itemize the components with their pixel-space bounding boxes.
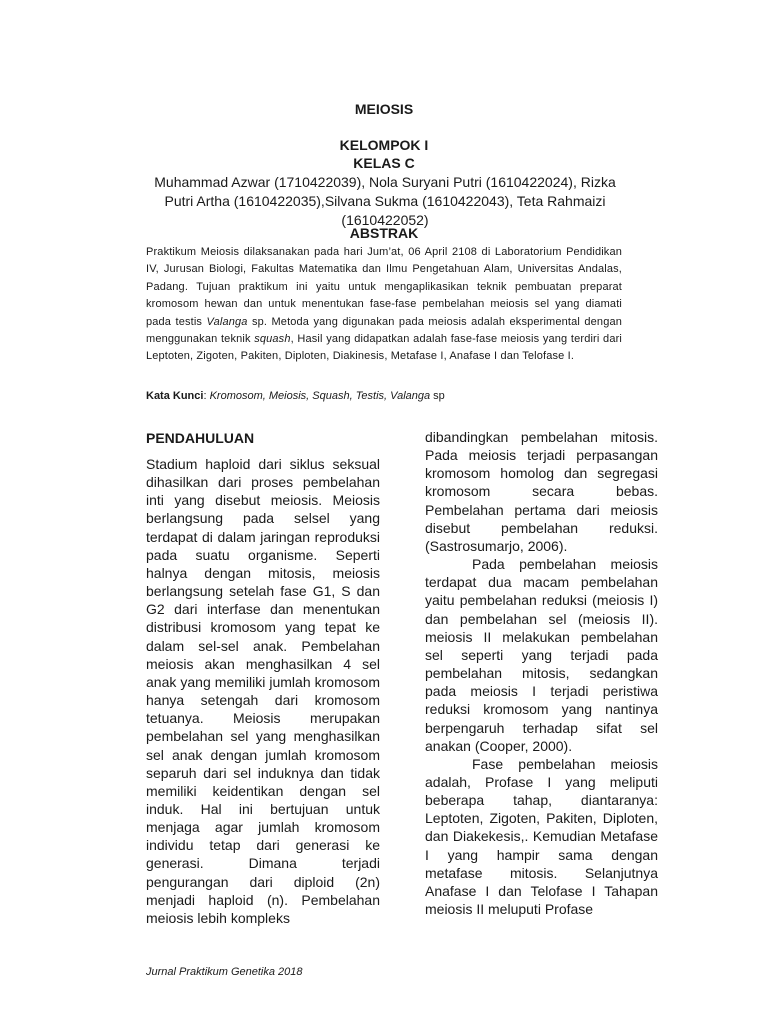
- keywords-label: Kata Kunci: [146, 390, 204, 402]
- abstract-species-name: Valanga: [206, 315, 248, 328]
- abstract-heading: ABSTRAK: [349, 225, 419, 241]
- body-paragraph-1: dibandingkan pembelahan mitosis. Pada meiosis terjadi perpasangan kromosom homolog dan segregasi kromosom secara bebas. Pembelahan pertama dari meiosis disebut pembelahan reduksi. (Sastrosumarjo, 2006).: [425, 429, 658, 554]
- section-heading: PENDAHULUAN: [146, 430, 255, 446]
- class-label: KELAS C: [353, 155, 415, 171]
- body-paragraph-2: Pada pembelahan meiosis terdapat dua macam pembelahan yaitu pembelahan reduksi (meiosis I) dan pembelahan sel (meiosis II). meiosis II melakukan pembelahan sel seperti yang terjadi pada pembelahan mitosis, sedangkan pada meiosis I terjadi peristiwa reduksi kromosom yang nantinya berpengaruh terhadap sifat sel anakan (Cooper, 2000).: [425, 556, 658, 754]
- abstract-text-part-1: Praktikum Meiosis dilaksanakan pada hari Jum’at, 06 April 2108 di Laboratorium Pendidikan IV, Jurusan Biologi, Fakultas Matematika dan Ilmu Pengetahuan Alam, Universitas Andalas, Padang. Tujuan praktikum ini yaitu untuk mengaplikasikan teknik pembuatan preparat kromosom hewan dan untuk menentukan fase-fase pembelahan meiosis sel yang diamati pada testis: [146, 246, 622, 328]
- abstract-technique-name: squash: [254, 333, 291, 346]
- right-column: [425, 428, 658, 918]
- keywords-suffix: sp: [430, 390, 445, 402]
- abstract-text-part-3: , Hasil yang didapatkan adalah fase-fase meiosis yang terdiri dari Leptoten, Zigoten, Pakiten, Diploten, Diakinesis, Metafase I, Anafase I dan Telofase I.: [146, 333, 622, 363]
- abstract-text-part-2: sp. Metoda yang digunakan pada meiosis adalah eksperimental dengan menggunakan teknik: [146, 315, 622, 346]
- keywords-line: [146, 388, 445, 404]
- body-paragraph-3: Fase pembelahan meiosis adalah, Profase I yang meliputi beberapa tahap, diantaranya: Leptoten, Zigoten, Pakiten, Diploten, dan Diakekesis,. Kemudian Metafase I yang hampir sama dengan metafase mitosis. Selanjutnya Anafase I dan Telofase I Tahapan meiosis II meluputi Profase: [425, 755, 658, 918]
- abstract-text: [146, 244, 622, 366]
- journal-footer: Jurnal Praktikum Genetika 2018: [146, 966, 303, 978]
- document-title: MEIOSIS: [354, 101, 414, 117]
- group-label: KELOMPOK I: [339, 137, 429, 153]
- keywords-separator: :: [203, 390, 210, 402]
- left-column: [146, 429, 380, 927]
- intro-paragraph: Stadium haploid dari siklus seksual dihasilkan dari proses pembelahan inti yang disebut meiosis. Meiosis berlangsung pada selsel yang terdapat di dalam jaringan reproduksi pada suatu organisme. Seperti halnya dengan mitosis, meiosis berlangsung setelah fase G1, S dan G2 dari interfase dan menentukan distribusi kromosom yang tepat ke dalam sel-sel anak. Pembelahan meiosis akan menghasilkan 4 sel anak yang memiliki jumlah kromosom hanya setengah dari kromosom tetuanya. Meiosis merupakan pembelahan sel yang menghasilkan sel anak dengan jumlah kromosom separuh dari sel induknya dan tidak memiliki keidentikan dengan sel induk. Hal ini bertujuan untuk menjaga agar jumlah kromosom individu tetap dari generasi ke generasi. Dimana terjadi pengurangan dari diploid (2n) menjadi haploid (n). Pembelahan meiosis lebih kompleks: [146, 456, 380, 926]
- keywords-terms: Kromosom, Meiosis, Squash, Testis, Valanga: [209, 390, 431, 402]
- author-list: Muhammad Azwar (1710422039), Nola Suryani Putri (1610422024), Rizka Putri Artha (1610422035),Silvana Sukma (1610422043), Teta Rahmaizi (1610422052): [154, 174, 616, 228]
